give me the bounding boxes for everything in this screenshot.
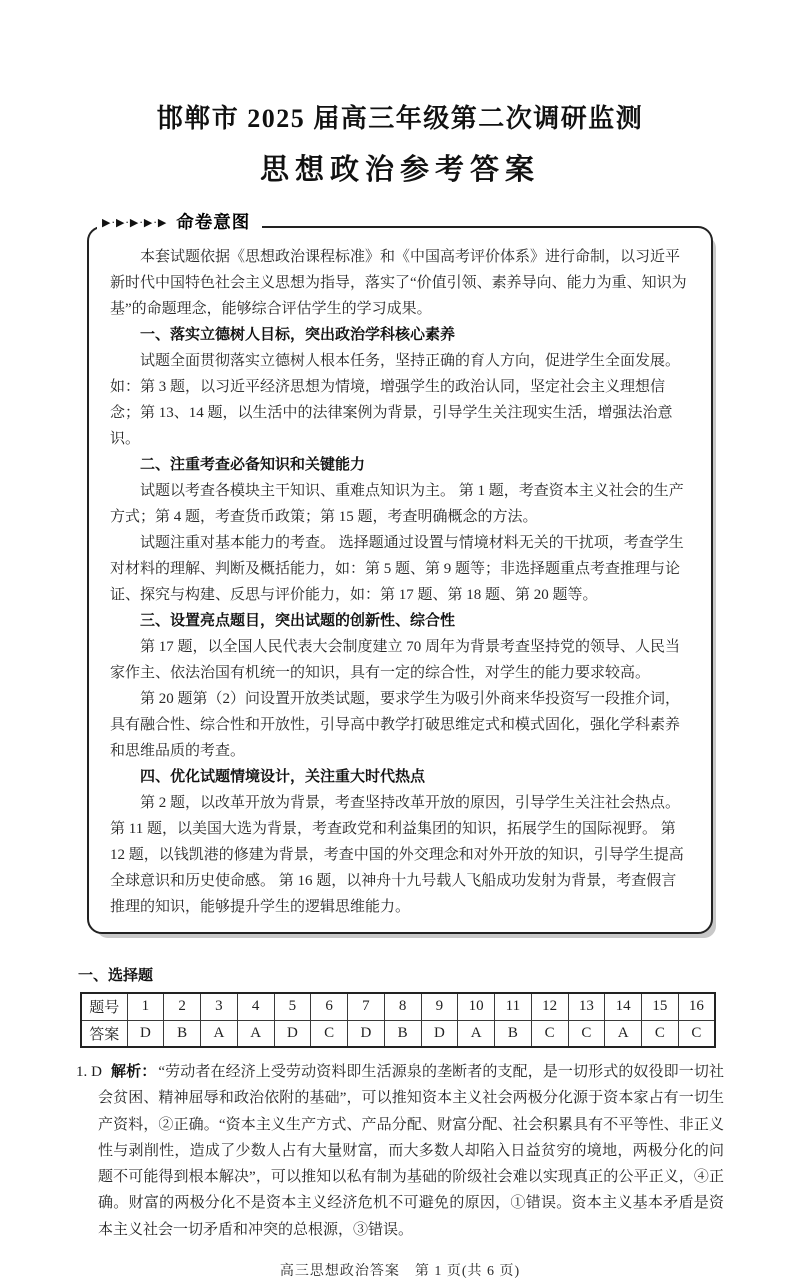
- choice-section-label: 一、选择题: [78, 967, 154, 984]
- intent-box-wrapper: [87, 212, 713, 934]
- question-number-cell: 15: [642, 993, 679, 1020]
- answer-cell: C: [642, 1020, 679, 1047]
- question-number-row: [81, 993, 715, 1020]
- question-number-cell: 3: [201, 993, 238, 1020]
- question-number-cell: 7: [348, 993, 385, 1020]
- question-number-cell: 9: [421, 993, 458, 1020]
- intent-section-heading: 四、优化试题情境设计，关注重大时代热点: [140, 768, 426, 785]
- analysis-text: “劳动者在经济上受劳动资料即生活源泉的垄断者的支配，是一切形式的奴役即一切社会贫困、精神屈辱和政治依附的基础”，可以推知资本主义社会两极分化源于资本家占有一切生产资料，②正确。“资本主义生产方式、产品分配、财富分配、社会积累具有不平等性、非正义性与剥削性，造成了少数人占有大量财富，而大多数人却陷入日益贫穷的境地，两极分化的问题不可能得到根本解决”，可以推知以私有制为基础的阶级社会难以实现真正的公平正义，④正确。财富的两极分化不是资本主义经济危机不可避免的原因，①错误。资本主义基本矛盾是资本主义社会一切矛盾和冲突的总根源，③错误。: [98, 1064, 724, 1238]
- intent-paragraph: 试题以考查各模块主干知识、重难点知识为主。 第 1 题，考查资本主义社会的生产方式；第 4 题，考查货币政策；第 15 题，考查明确概念的方法。: [110, 483, 684, 525]
- page-subtitle: 思想政治参考答案: [259, 154, 540, 186]
- arrow-decoration-icon: ▶·▶·▶·▶·▶: [102, 216, 168, 230]
- question-number-cell: 4: [237, 993, 274, 1020]
- answers-section: [76, 964, 724, 1243]
- answer-cell: B: [164, 1020, 201, 1047]
- intent-paragraph: 本套试题依据《思想政治课程标准》和《中国高考评价体系》进行命制，以习近平新时代中国特色社会主义思想为指导，落实了“价值引领、素养导向、能力为重、知识为基”的命题理念，能够综合评估学生的学习成果。: [110, 249, 687, 317]
- intent-paragraph: 第 17 题，以全国人民代表大会制度建立 70 周年为背景考查坚持党的领导、人民当家作主、依法治国有机统一的知识，具有一定的综合性，对学生的能力要求较高。: [110, 639, 681, 681]
- answer-cell: A: [605, 1020, 642, 1047]
- question-number-cell: 12: [531, 993, 568, 1020]
- analysis-question-number: 1. D: [76, 1064, 102, 1080]
- answer-cell: D: [421, 1020, 458, 1047]
- question-number-cell: 2: [164, 993, 201, 1020]
- answer-cell: C: [678, 1020, 715, 1047]
- question-number-cell: 6: [311, 993, 348, 1020]
- question-number-row-header: 题号: [81, 993, 127, 1020]
- intent-box-header: [97, 212, 262, 234]
- question-number-cell: 5: [274, 993, 311, 1020]
- intent-paragraph: 第 20 题第（2）问设置开放类试题，要求学生为吸引外商来华投资写一段推介词，具有融合性、综合性和开放性，引导高中教学打破思维定式和模式固化，强化学科素养和思维品质的考查。: [110, 691, 681, 759]
- page-footer: 高三思想政治答案 第 1 页(共 6 页): [279, 1264, 521, 1280]
- question-number-cell: 8: [384, 993, 421, 1020]
- answer-cell: A: [237, 1020, 274, 1047]
- answer-row: [81, 1020, 715, 1047]
- answer-cell: A: [458, 1020, 495, 1047]
- answer-cell: C: [311, 1020, 348, 1047]
- answer-cell: B: [495, 1020, 532, 1047]
- intent-paragraph: 试题注重对基本能力的考查。 选择题通过设置与情境材料无关的干扰项，考查学生对材料的理解、判断及概括能力，如：第 5 题、第 9 题等；非选择题重点考查推理与论证、探究与构建、反思与评价能力，如：第 17 题、第 18 题、第 20 题等。: [110, 535, 684, 603]
- question-number-cell: 10: [458, 993, 495, 1020]
- answer-cell: D: [274, 1020, 311, 1047]
- question-number-cell: 13: [568, 993, 605, 1020]
- answer-cell: C: [568, 1020, 605, 1047]
- title-block: [0, 0, 800, 188]
- answer-cell: A: [201, 1020, 238, 1047]
- intent-box-title: 命卷意图: [176, 212, 251, 232]
- question-number-cell: 1: [127, 993, 164, 1020]
- intent-paragraph: 第 2 题，以改革开放为背景，考查坚持改革开放的原因，引导学生关注社会热点。第 11 题，以美国大选为背景，考查政党和利益集团的知识，拓展学生的国际视野。 第 12 题，以钱凯港的修建为背景，考查中国的外交理念和对外开放的知识，引导学生提高全球意识和历史使命感。 第 16 题，以神舟十九号载人飞船成功发射为背景，考查假言推理的知识，能够提升学生的逻辑思维能力。: [110, 795, 684, 915]
- analysis-paragraph: [76, 1059, 724, 1243]
- answer-cell: D: [348, 1020, 385, 1047]
- question-number-cell: 11: [495, 993, 532, 1020]
- intent-section-heading: 二、注重考查必备知识和关键能力: [140, 456, 366, 473]
- answer-table: [80, 992, 716, 1048]
- intent-paragraph: 试题全面贯彻落实立德树人根本任务，坚持正确的育人方向，促进学生全面发展。如：第 3 题，以习近平经济思想为情境，增强学生的政治认同，坚定社会主义理想信念；第 13、14 题，以生活中的法律案例为背景，引导学生关注现实生活，增强法治意识。: [110, 353, 681, 447]
- intent-section-heading: 一、落实立德树人目标，突出政治学科核心素养: [140, 326, 456, 343]
- answer-cell: C: [531, 1020, 568, 1047]
- page-title: 邯郸市 2025 届高三年级第二次调研监测: [156, 104, 644, 133]
- intent-section-heading: 三、设置亮点题目，突出试题的创新性、综合性: [140, 612, 456, 629]
- question-number-cell: 14: [605, 993, 642, 1020]
- intent-box: [87, 226, 713, 934]
- intent-paragraphs: [110, 244, 690, 920]
- answer-cell: D: [127, 1020, 164, 1047]
- answer-cell: B: [384, 1020, 421, 1047]
- question-number-cell: 16: [678, 993, 715, 1020]
- analysis-label: 解析：: [110, 1063, 157, 1080]
- answer-row-header: 答案: [81, 1020, 127, 1047]
